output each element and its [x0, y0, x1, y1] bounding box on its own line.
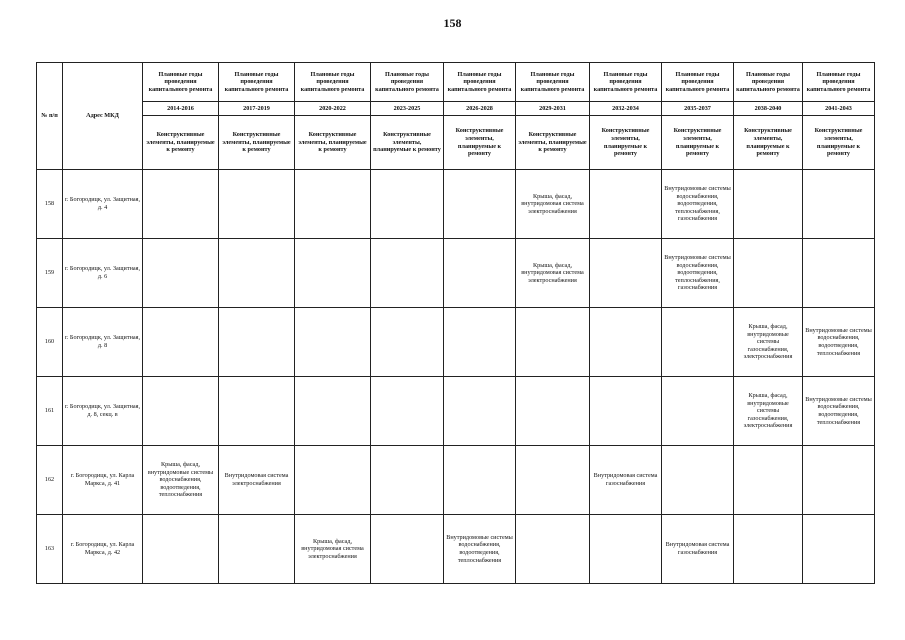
period-years-header: 2023-2025 [371, 102, 444, 116]
repair-elements-cell [219, 239, 295, 308]
period-years-header: 2041-2043 [803, 102, 875, 116]
period-elements-header: Конструктивные элементы, планируемые к ремонту [444, 116, 516, 170]
row-number-cell: 161 [37, 377, 63, 446]
repair-elements-cell [371, 377, 444, 446]
repair-elements-cell [662, 377, 734, 446]
repair-elements-cell [371, 446, 444, 515]
period-title-header: Плановые годы проведения капитального ремонта [662, 63, 734, 102]
period-title-header: Плановые годы проведения капитального ремонта [734, 63, 803, 102]
period-title-header: Плановые годы проведения капитального ремонта [590, 63, 662, 102]
address-cell: г. Богородицк, ул. Защитная, д. 8 [63, 308, 143, 377]
repair-elements-cell [444, 239, 516, 308]
repair-elements-cell [803, 446, 875, 515]
page-number: 158 [443, 16, 462, 30]
repair-elements-cell [444, 446, 516, 515]
repair-elements-cell [662, 308, 734, 377]
repair-elements-cell: Крыша, фасад, внутридомовая система электроснабжения [516, 239, 590, 308]
repair-elements-cell [734, 446, 803, 515]
table-row [37, 446, 875, 515]
repair-elements-cell [371, 515, 444, 584]
period-elements-header: Конструктивные элементы, планируемые к ремонту [590, 116, 662, 170]
period-title-header: Плановые годы проведения капитального ремонта [371, 63, 444, 102]
repair-elements-cell [803, 239, 875, 308]
period-years-header: 2032-2034 [590, 102, 662, 116]
repair-elements-cell [590, 170, 662, 239]
period-years-header: 2020-2022 [295, 102, 371, 116]
period-years-header: 2038-2040 [734, 102, 803, 116]
period-title-header: Плановые годы проведения капитального ремонта [295, 63, 371, 102]
repair-elements-cell: Внутридомовая система газоснабжения [590, 446, 662, 515]
repair-elements-cell [516, 377, 590, 446]
period-elements-header: Конструктивные элементы, планируемые к ремонту [662, 116, 734, 170]
capital-repair-table [36, 62, 875, 584]
row-number-cell: 163 [37, 515, 63, 584]
repair-elements-cell: Внутридомовые системы водоснабжения, водоотведения, теплоснабжения, газоснабжения [662, 239, 734, 308]
repair-elements-cell [516, 446, 590, 515]
repair-elements-cell [590, 377, 662, 446]
repair-elements-cell [143, 170, 219, 239]
repair-elements-cell: Внутридомовые системы водоснабжения, водоотведения, теплоснабжения [444, 515, 516, 584]
repair-elements-cell: Крыша, фасад, внутридомовые системы газоснабжения, электроснабжения [734, 308, 803, 377]
period-title-header: Плановые годы проведения капитального ремонта [143, 63, 219, 102]
repair-elements-cell [295, 308, 371, 377]
repair-elements-cell [590, 515, 662, 584]
period-title-header: Плановые годы проведения капитального ремонта [444, 63, 516, 102]
row-number-cell: 159 [37, 239, 63, 308]
repair-elements-cell [143, 239, 219, 308]
period-elements-header: Конструктивные элементы, планируемые к ремонту [803, 116, 875, 170]
repair-elements-cell [444, 308, 516, 377]
repair-elements-cell [734, 515, 803, 584]
table-row [37, 170, 875, 239]
repair-elements-cell [371, 239, 444, 308]
table-row [37, 308, 875, 377]
row-number-cell: 162 [37, 446, 63, 515]
period-elements-header: Конструктивные элементы, планируемые к ремонту [143, 116, 219, 170]
period-years-header: 2017-2019 [219, 102, 295, 116]
header-row-titles [37, 63, 875, 102]
repair-elements-cell: Внутридомовые системы водоснабжения, водоотведения, теплоснабжения, газоснабжения [662, 170, 734, 239]
repair-elements-cell [516, 308, 590, 377]
row-number-cell: 160 [37, 308, 63, 377]
period-years-header: 2029-2031 [516, 102, 590, 116]
repair-elements-cell [590, 239, 662, 308]
repair-elements-cell: Внутридомовые системы водоснабжения, водоотведения, теплоснабжения [803, 308, 875, 377]
address-cell: г. Богородицк, ул. Защитная, д. 8, секц. в [63, 377, 143, 446]
repair-elements-cell: Крыша, фасад, внутридомовая система электроснабжения [295, 515, 371, 584]
table-row [37, 239, 875, 308]
repair-elements-cell [295, 377, 371, 446]
repair-elements-cell [143, 308, 219, 377]
column-header-number: № п/п [37, 63, 63, 170]
repair-elements-cell: Внутридомовая система электроснабжения [219, 446, 295, 515]
repair-elements-cell [219, 308, 295, 377]
period-elements-header: Конструктивные элементы, планируемые к ремонту [295, 116, 371, 170]
repair-elements-cell [444, 170, 516, 239]
repair-elements-cell [803, 170, 875, 239]
repair-elements-cell [219, 170, 295, 239]
period-elements-header: Конструктивные элементы, планируемые к ремонту [516, 116, 590, 170]
address-cell: г. Богородицк, ул. Карла Маркса, д. 41 [63, 446, 143, 515]
table-body [37, 170, 875, 584]
repair-elements-cell [219, 377, 295, 446]
period-title-header: Плановые годы проведения капитального ремонта [219, 63, 295, 102]
repair-elements-cell [734, 170, 803, 239]
repair-elements-cell [516, 515, 590, 584]
period-title-header: Плановые годы проведения капитального ремонта [803, 63, 875, 102]
period-elements-header: Конструктивные элементы, планируемые к ремонту [371, 116, 444, 170]
table-row [37, 515, 875, 584]
repair-elements-cell: Крыша, фасад, внутридомовые системы газоснабжения, электроснабжения [734, 377, 803, 446]
address-cell: г. Богородицк, ул. Защитная, д. 6 [63, 239, 143, 308]
row-number-cell: 158 [37, 170, 63, 239]
column-header-address: Адрес МКД [63, 63, 143, 170]
repair-elements-cell [803, 515, 875, 584]
table-header [37, 63, 875, 170]
repair-elements-cell [295, 170, 371, 239]
repair-elements-cell [219, 515, 295, 584]
header-row-elements [37, 116, 875, 170]
repair-elements-cell [590, 308, 662, 377]
address-cell: г. Богородицк, ул. Карла Маркса, д. 42 [63, 515, 143, 584]
table-row [37, 377, 875, 446]
repair-elements-cell: Внутридомовая система газоснабжения [662, 515, 734, 584]
repair-elements-cell [371, 308, 444, 377]
repair-elements-cell [295, 239, 371, 308]
repair-elements-cell [444, 377, 516, 446]
period-title-header: Плановые годы проведения капитального ремонта [516, 63, 590, 102]
repair-elements-cell [143, 377, 219, 446]
address-cell: г. Богородицк, ул. Защитная, д. 4 [63, 170, 143, 239]
repair-elements-cell [371, 170, 444, 239]
period-elements-header: Конструктивные элементы, планируемые к ремонту [219, 116, 295, 170]
period-years-header: 2014-2016 [143, 102, 219, 116]
repair-elements-cell [143, 515, 219, 584]
repair-elements-cell: Крыша, фасад, внутридомовая система электроснабжения [516, 170, 590, 239]
period-years-header: 2035-2037 [662, 102, 734, 116]
repair-elements-cell [662, 446, 734, 515]
repair-elements-cell [295, 446, 371, 515]
period-years-header: 2026-2028 [444, 102, 516, 116]
repair-elements-cell [734, 239, 803, 308]
header-row-years [37, 102, 875, 116]
repair-elements-cell: Крыша, фасад, внутридомовые системы водоснабжения, водоотведения, теплоснабжения [143, 446, 219, 515]
period-elements-header: Конструктивные элементы, планируемые к ремонту [734, 116, 803, 170]
repair-elements-cell: Внутридомовые системы водоснабжения, водоотведения, теплоснабжения [803, 377, 875, 446]
